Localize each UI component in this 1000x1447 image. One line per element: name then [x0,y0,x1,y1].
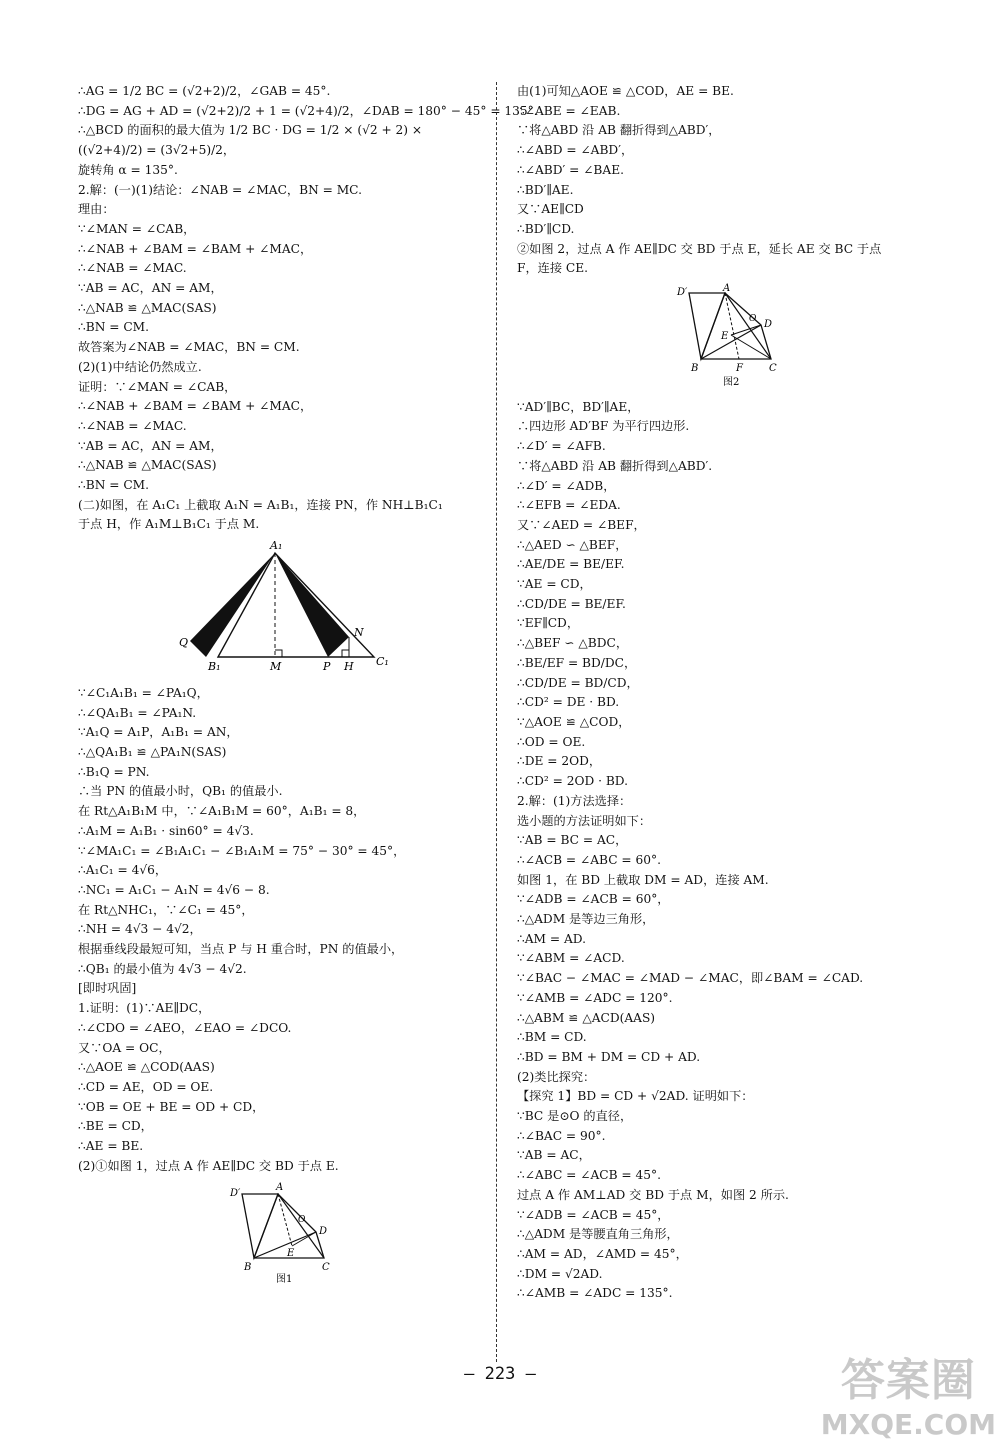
fig2-label-f: F [736,363,743,375]
text-line: ∵将△ABD 沿 AB 翻折得到△ABD′， [517,123,721,138]
text-line: ∴CD² = 2OD · BD. [517,774,629,789]
left-text-block-2 [78,684,478,1177]
text-line: ∵BC 是⊙O 的直径， [517,1109,633,1124]
text-line: 又∵AE∥CD [517,202,584,217]
text-line: ∴NH = 4√3 − 4√2， [78,922,202,937]
text-line: 2.解：(1)方法选择： [517,793,632,808]
right-column [517,82,947,1304]
right-text-block-2 [517,398,947,1304]
text-line: ∴A₁C₁ = 4√6， [78,863,168,878]
figure-2 [517,283,947,394]
label-n: N [354,626,364,640]
text-line: [即时巩固] [78,981,137,996]
text-line: ∵AB = AC，AN = AM， [78,438,223,453]
text-line: ∴△ABM ≌ △ACD(AAS) [517,1010,656,1025]
watermark-title: 答案圈 [840,1355,976,1406]
text-line: ∴∠D′ = ∠AFB. [517,439,606,454]
text-line: ∴BN = CM. [78,320,150,335]
right-text-block-1 [517,82,947,279]
text-line: ∴∠NAB = ∠MAC. [78,418,187,433]
fig1-label-c: C [322,1262,330,1274]
text-line: 根据垂线段最短可知，当点 P 与 H 重合时，PN 的值最小， [78,942,404,957]
text-line: ∵OB = OE + BE = OD + CD， [78,1099,265,1114]
text-line: ∵∠BAC − ∠MAC = ∠MAD − ∠MAC，即∠BAM = ∠CAD. [517,971,864,986]
text-line: ∵将△ABD 沿 AB 翻折得到△ABD′. [517,458,713,473]
text-line: ∵AB = AC，AN = AM， [78,281,223,296]
text-line: ∴BN = CM. [78,478,150,493]
text-line: 2.解：(一)(1)结论：∠NAB = ∠MAC，BN = MC. [78,182,362,197]
text-line: ∴AE = BE. [78,1139,144,1154]
figure-1-diagram [78,1180,478,1284]
text-line: ∴CD/DE = BE/EF. [517,596,626,611]
text-line: ∵∠AMB = ∠ADC = 120°. [517,990,673,1005]
text-line: ∴∠EFB = ∠EDA. [517,498,621,513]
fig1-label-o: O [298,1215,306,1226]
fig2-label-o: O [749,314,757,325]
text-line: ∴A₁M = A₁B₁ · sin60° = 4√3. [78,823,254,838]
text-line: ∴DM = √2AD. [517,1266,603,1281]
text-line: ∴BD′∥CD. [517,221,575,236]
figure-2-diagram [517,283,947,387]
text-line: ∴DG = AG + AD = (√2+2)/2 + 1 = (√2+4)/2，∠DAB = 180° − 45° = 135°. [78,103,538,118]
text-line: ∴BD = BM + DM = CD + AD. [517,1049,701,1064]
fig2-caption: 图2 [723,377,740,388]
text-line: ∴∠NAB = ∠MAC. [78,261,187,276]
text-line: 又∵∠AED = ∠BEF， [517,517,646,532]
text-line: ∴∠ACB = ∠ABC = 60°. [517,852,661,867]
text-line: ∴∠ABC = ∠ACB = 45°. [517,1168,661,1183]
text-line: 旋转角 α = 135°. [78,162,178,177]
text-line: ∴QB₁ 的最小值为 4√3 − 4√2. [78,961,247,976]
text-line: ∵AB = BC = AC， [517,833,628,848]
text-line: 证明：∵∠MAN = ∠CAB， [78,379,237,394]
text-line: ∵EF∥CD， [517,616,580,631]
text-line: ∴DE = 2OD， [517,754,602,769]
text-line: ∴∠BAC = 90°. [517,1128,606,1143]
text-line: ∴四边形 AD′BF 为平行四边形. [517,419,690,434]
fig2-label-dprime: D′ [677,287,688,299]
text-line: ∴△NAB ≌ △MAC(SAS) [78,300,217,315]
column-divider [496,82,497,1362]
text-line: (2)类比探究： [517,1069,596,1084]
text-line: ∵∠MAN = ∠CAB， [78,221,196,236]
text-line: (二)如图，在 A₁C₁ 上截取 A₁N = A₁B₁，连接 PN，作 NH⊥B₁C₁ [78,497,443,512]
text-line: ∴B₁Q = PN. [78,764,150,779]
text-line: ∴△ADM 是等腰直角三角形， [517,1227,679,1242]
text-line: ∴△AED ∽ △BEF， [517,537,628,552]
text-line: ∵A₁Q = A₁P，A₁B₁ = AN， [78,725,239,740]
text-line: ∴△QA₁B₁ ≌ △PA₁N(SAS) [78,744,227,759]
text-line: ∴△NAB ≌ △MAC(SAS) [78,458,217,473]
text-line: ∴BE/EF = BD/DC， [517,655,637,670]
text-line: ∴∠ABD = ∠ABD′， [517,143,634,158]
text-line: ∵∠ADB = ∠ACB = 45°， [517,1207,670,1222]
text-line: ((√2+4)/2) = (3√2+5)/2， [78,143,236,158]
text-line: ∴BD′∥AE. [517,182,574,197]
text-line: ∴∠D′ = ∠ADB， [517,478,616,493]
text-line: ∵AD′∥BC，BD′∥AE， [517,399,640,414]
fig2-label-a: A [723,283,731,295]
text-line: ∴OD = OE. [517,734,586,749]
triangle-figure [78,539,478,680]
text-line: ∴CD/DE = BD/CD， [517,675,639,690]
label-a1: A₁ [270,539,283,553]
text-line: ∴BE = CD， [78,1119,153,1134]
text-line: ∴CD² = DE · BD. [517,695,620,710]
text-line: 于点 H，作 A₁M⊥B₁C₁ 于点 M. [78,517,260,532]
text-line: ∴∠CDO = ∠AEO，∠EAO = ∠DCO. [78,1020,292,1035]
fig1-label-e: E [287,1248,295,1260]
text-line: ∴AG = 1/2 BC = (√2+2)/2，∠GAB = 45°. [78,84,331,98]
text-line: 在 Rt△A₁B₁M 中，∵∠A₁B₁M = 60°，A₁B₁ = 8， [78,804,366,819]
text-line: 1.证明：(1)∵AE∥DC， [78,1001,211,1016]
text-line: ∵∠ADB = ∠ACB = 60°， [517,892,670,907]
text-line: ∵AE = CD， [517,577,592,592]
fig2-label-c: C [769,363,777,375]
text-line: 在 Rt△NHC₁，∵∠C₁ = 45°， [78,902,254,917]
text-line: ∴AM = AD，∠AMD = 45°， [517,1246,688,1261]
text-line: ∴∠ABD′ = ∠BAE. [517,162,624,177]
fig2-label-e: E [721,331,729,343]
fig1-label-dprime: D′ [230,1188,241,1200]
text-line: F，连接 CE. [517,261,588,276]
watermark-logo [821,1344,996,1441]
text-line: ∴∠ABE = ∠EAB. [517,103,621,118]
text-line: ∴BM = CD. [517,1030,587,1045]
text-line: 由(1)可知△AOE ≌ △COD，AE = BE. [517,84,734,98]
text-line: 故答案为∠NAB = ∠MAC，BN = CM. [78,340,300,355]
fig1-label-d: D [319,1226,328,1238]
left-column [78,82,538,1295]
text-line: 又∵OA = OC， [78,1040,171,1055]
text-line: ∴△ADM 是等边三角形， [517,912,655,927]
fig1-label-b: B [244,1262,252,1274]
text-line: ∴∠NAB + ∠BAM = ∠BAM + ∠MAC， [78,399,313,414]
text-line: ∴△BEF ∽ △BDC， [517,636,629,651]
text-line: ∴NC₁ = A₁C₁ − A₁N = 4√6 − 8. [78,882,270,897]
label-c1: C₁ [376,655,389,669]
text-line: 过点 A 作 AM⊥AD 交 BD 于点 M，如图 2 所示. [517,1187,789,1202]
text-line: 选小题的方法证明如下： [517,813,652,828]
text-line: 如图 1，在 BD 上截取 DM = AD，连接 AM. [517,872,769,887]
text-line: ②如图 2，过点 A 作 AE∥DC 交 BD 于点 E，延长 AE 交 BC 于点 [517,241,882,256]
text-line: ∴∠NAB + ∠BAM = ∠BAM + ∠MAC， [78,241,313,256]
text-line: (2)(1)中结论仍然成立. [78,359,202,374]
fig2-label-b: B [691,363,699,375]
label-b1: B₁ [208,660,221,674]
fig1-label-a: A [276,1182,284,1194]
label-h: H [344,660,354,674]
text-line: ∴∠AMB = ∠ADC = 135°. [517,1286,673,1301]
watermark-url: MXQE.COM [820,1408,996,1441]
left-text-block-1 [78,82,538,535]
triangle-diagram [78,539,478,673]
label-p: P [323,660,331,674]
text-line: ∴∠QA₁B₁ = ∠PA₁N. [78,705,197,720]
fig1-caption: 图1 [276,1274,293,1285]
label-q: Q [179,636,189,650]
text-line: ∴AM = AD. [517,931,587,946]
text-line: 【探究 1】BD = CD + √2AD. 证明如下： [517,1089,754,1104]
text-line: ∵∠ABM = ∠ACD. [517,951,625,966]
text-line: ∵∠MA₁C₁ = ∠B₁A₁C₁ − ∠B₁A₁M = 75° − 30° = 45°， [78,843,406,858]
text-line: ∵∠C₁A₁B₁ = ∠PA₁Q， [78,685,209,700]
figure-1 [78,1180,478,1291]
text-line: ∵△AOE ≌ △COD， [517,714,631,729]
text-line: ∵AB = AC， [517,1148,591,1163]
text-line: ∴CD = AE，OD = OE. [78,1079,214,1094]
text-line: (2)①如图 1，过点 A 作 AE∥DC 交 BD 于点 E. [78,1158,339,1173]
label-m: M [270,660,282,674]
text-line: ∴△AOE ≌ △COD(AAS) [78,1060,215,1075]
text-line: ∴AE/DE = BE/EF. [517,557,625,572]
text-line: ∴当 PN 的值最小时，QB₁ 的值最小. [78,784,283,799]
page-number: — 223 — [464,1364,536,1384]
text-line: ∴△BCD 的面积的最大值为 1/2 BC · DG = 1/2 × (√2 + 2) × [78,123,423,138]
text-line: 理由： [78,202,115,217]
fig2-label-d: D [764,319,773,331]
